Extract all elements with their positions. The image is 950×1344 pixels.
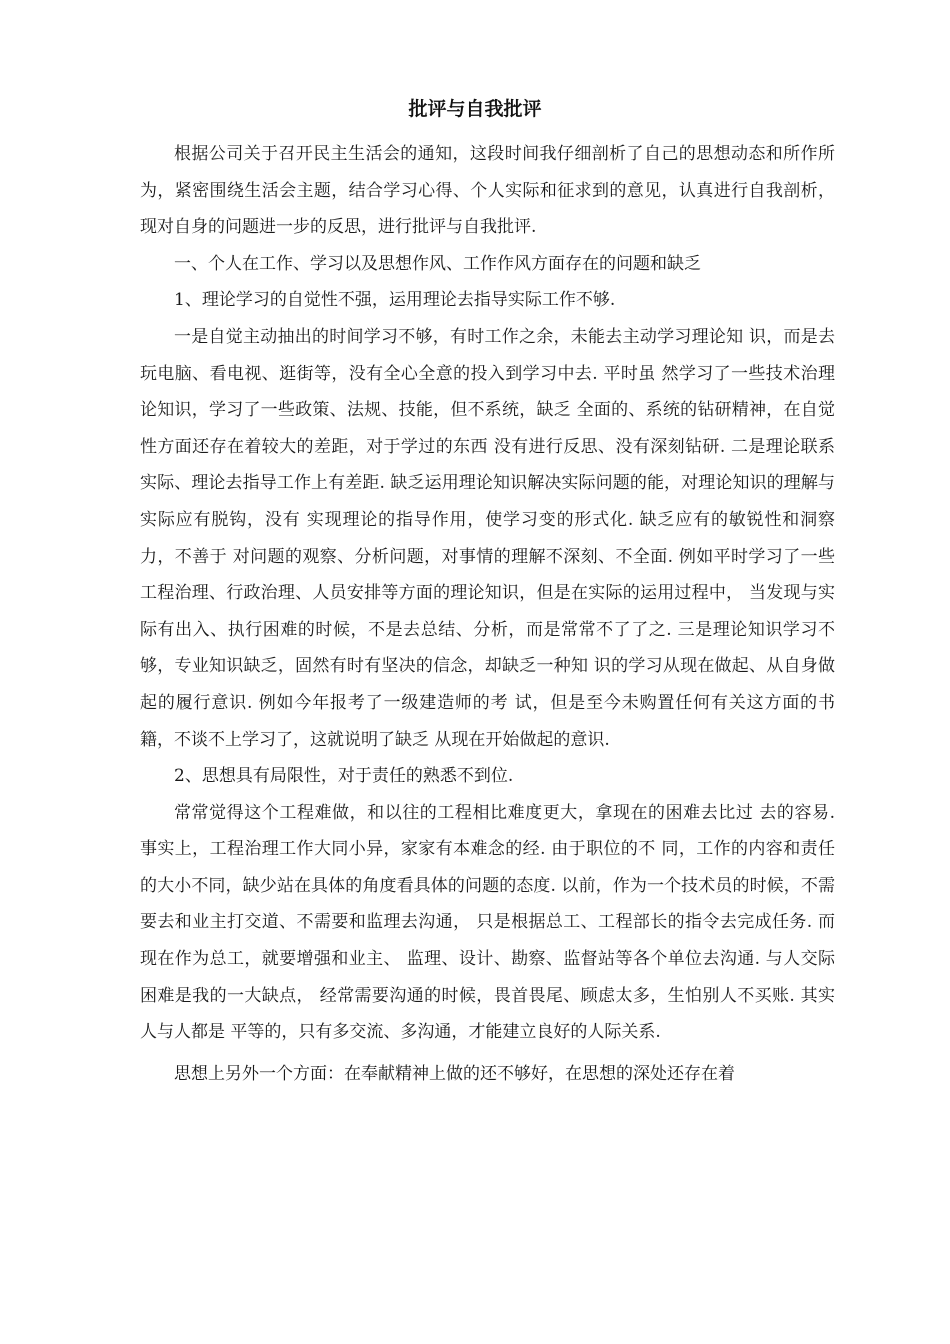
paragraph-intro: 根据公司关于召开民主生活会的通知，这段时间我仔细剖析了自己的思想动态和所作所为，紧密围绕生活会主题，结合学习心得、个人实际和征求到的意见，认真进行自我剖析，现对自身的问题进一步的反思，进行批评与自我批评.	[140, 144, 835, 238]
paragraph-theory-study: 一是自觉主动抽出的时间学习不够，有时工作之余，未能去主动学习理论知 识，而是去玩电脑、看电视、逛街等，没有全心全意的投入到学习中去. 平时虽 然学习了一些技术治理论知识，学习了一些政策、法规、技能，但不系统，缺乏 全面的、系统的钻研精神，在自觉性方面还存在着较大的差距，对于学过的东西 没有进行反思、没有深刻钻研. 二是理论联系实际、理论去指导工作上有差距. 缺乏运用理论知识解决实际问题的能，对理论知识的理解与实际应有脱钩，没有 实现理论的指导作用，使学习变的形式化. 缺乏应有的敏锐性和洞察力，不善于 对问题的观察、分析问题，对事情的理解不深刻、不全面. 例如平时学习了一些 工程治理、行政治理、人员安排等方面的理论知识，但是在实际的运用过程中， 当发现与实际有出入、执行困难的时候，不是去总结、分析，而是常常不了了之. 三是理论知识学习不够，专业知识缺乏，固然有时有坚决的信念，却缺乏一种知 识的学习从现在做起、从自身做起的履行意识. 例如今年报考了一级建造师的考 试，但是至今未购置任何有关这方面的书籍，不谈不上学习了，这就说明了缺乏 从现在开始做起的意识.	[140, 326, 835, 750]
paragraph-dedication: 思想上另外一个方面：在奉献精神上做的还不够好，在思想的深处还存在着	[174, 1063, 735, 1084]
document-title: 批评与自我批评	[408, 98, 542, 120]
paragraph-thinking-limits: 常常觉得这个工程难做，和以往的工程相比难度更大，拿现在的困难去比过 去的容易. 事实上，工程治理工作大同小异，家家有本难念的经. 由于职位的不 同，工作的内容和责任的大小不同，缺少站在具体的角度看具体的问题的态度. 以前，作为一个技术员的时候，不需要去和业主打交道、不需要和监理去沟通， 只是根据总工、工程部长的指令去完成任务. 而现在作为总工，就要增强和业主、 监理、设计、勘察、监督站等各个单位去沟通. 与人交际困难是我的一大缺点， 经常需要沟通的时候，畏首畏尾、顾虑太多，生怕别人不买账. 其实人与人都是 平等的，只有多交流、多沟通，才能建立良好的人际关系.	[140, 802, 835, 1043]
subheading-theory-study: 1、理论学习的自觉性不强，运用理论去指导实际工作不够.	[174, 290, 616, 311]
section-heading-problems: 一、个人在工作、学习以及思想作风、工作作风方面存在的问题和缺乏	[174, 253, 701, 274]
subheading-thinking-limits: 2、思想具有局限性，对于责任的熟悉不到位.	[174, 766, 514, 787]
document-body	[140, 136, 835, 1092]
